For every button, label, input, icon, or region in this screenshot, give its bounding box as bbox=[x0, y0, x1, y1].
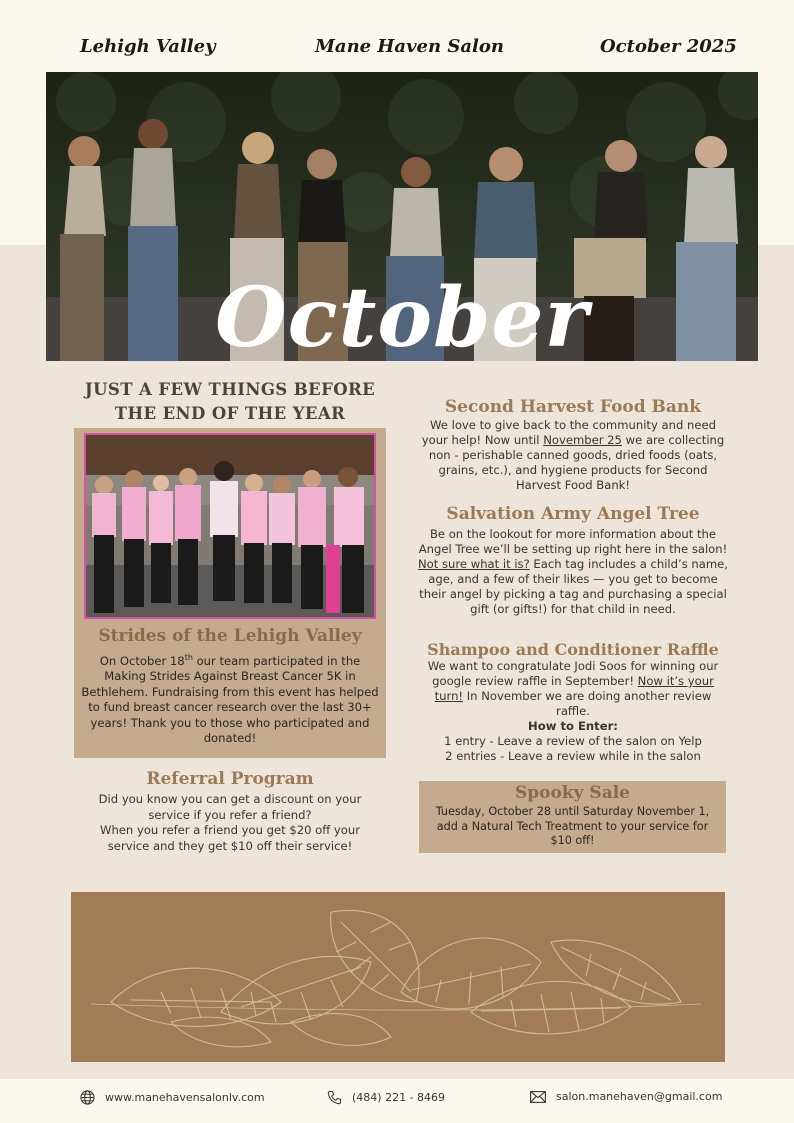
footer-phone-text[interactable]: (484) 221 - 8469 bbox=[352, 1091, 446, 1104]
section-heading-line2: THE END OF THE YEAR bbox=[114, 404, 346, 423]
footer-phone[interactable] bbox=[327, 1090, 445, 1105]
envelope-icon bbox=[530, 1091, 546, 1103]
food-bank-post: we are collecting non - perishable canned goods, dried foods (oats, grains, etc.), and hygiene products for Second Harvest Food Bank! bbox=[428, 433, 725, 492]
raffle-entry1: 1 entry - Leave a review of the salon on Yelp bbox=[444, 734, 702, 748]
food-bank-date-link[interactable]: November 25 bbox=[543, 433, 622, 447]
hero-title: October bbox=[215, 270, 589, 361]
food-bank-body bbox=[418, 418, 728, 493]
angel-tree-pre: Be on the lookout for more information about the Angel Tree we’ll be setting up right here in the salon! bbox=[418, 527, 728, 556]
angel-tree-body bbox=[418, 527, 728, 617]
phone-icon bbox=[327, 1090, 342, 1105]
strides-body-pre: On October 18 bbox=[99, 653, 185, 668]
spooky-sale-body: Tuesday, October 28 until Saturday November 1, add a Natural Tech Treatment to your service for $10 off! bbox=[435, 805, 710, 847]
section-heading bbox=[74, 378, 386, 426]
globe-icon bbox=[80, 1090, 95, 1105]
footer bbox=[0, 1079, 794, 1123]
spooky-sale-box bbox=[419, 781, 726, 853]
raffle-post: In November we are doing another review raffle. bbox=[463, 689, 712, 718]
spooky-sale-title: Spooky Sale bbox=[515, 783, 630, 803]
strides-title: Strides of the Lehigh Valley bbox=[98, 626, 362, 646]
header-location: Lehigh Valley bbox=[80, 36, 216, 57]
referral-title: Referral Program bbox=[146, 769, 314, 789]
referral-line1: Did you know you can get a discount on your service if you refer a friend? bbox=[98, 792, 362, 822]
footer-website-text[interactable]: www.manehavensalonlv.com bbox=[105, 1091, 265, 1104]
raffle-how-label: How to Enter: bbox=[528, 719, 618, 733]
header-date: October 2025 bbox=[600, 36, 737, 57]
footer-email[interactable] bbox=[530, 1090, 722, 1103]
referral-body bbox=[80, 792, 380, 854]
decorative-leaf-banner bbox=[71, 892, 725, 1062]
raffle-pre: We want to congratulate Jodi Soos for winning our google review raffle in September! bbox=[427, 659, 719, 688]
raffle-entry2: 2 entries - Leave a review while in the salon bbox=[445, 749, 701, 763]
food-bank-title: Second Harvest Food Bank bbox=[444, 397, 702, 417]
raffle-body bbox=[420, 659, 726, 764]
strides-body bbox=[80, 650, 380, 747]
section-heading-line1: JUST A FEW THINGS BEFORE bbox=[84, 380, 376, 399]
raffle-title: Shampoo and Conditioner Raffle bbox=[427, 640, 719, 659]
monstera-leaf-illustration bbox=[71, 892, 725, 1062]
strides-box bbox=[74, 428, 386, 758]
strides-body-sup: th bbox=[184, 653, 193, 662]
raffle-link[interactable]: Now it’s your turn! bbox=[434, 674, 714, 703]
angel-tree-post: Each tag includes a child’s name, age, and a few of their likes — you get to become their angel by picking a tag and purchasing a special gift (or gifts!) for that child in need. bbox=[419, 557, 728, 616]
footer-email-text[interactable]: salon.manehaven@gmail.com bbox=[556, 1090, 723, 1103]
strides-body-post: our team participated in the Making Strides Against Breast Cancer 5K in Bethlehem. Fundraising from this event has helped to fund breast cancer research over the last 30+ years! Thank you to those who participated and donated! bbox=[81, 653, 379, 746]
food-bank-pre: We love to give back to the community and need your help! Now until bbox=[421, 418, 716, 447]
header-salon-name: Mane Haven Salon bbox=[315, 36, 504, 57]
referral-line2: When you refer a friend you get $20 off your service and they get $10 off their service! bbox=[99, 823, 361, 853]
team-photo bbox=[84, 433, 376, 619]
angel-tree-title: Salvation Army Angel Tree bbox=[446, 504, 700, 524]
angel-tree-link[interactable]: Not sure what it is? bbox=[418, 557, 530, 571]
footer-website[interactable] bbox=[80, 1090, 265, 1105]
hero-photo bbox=[46, 72, 758, 361]
